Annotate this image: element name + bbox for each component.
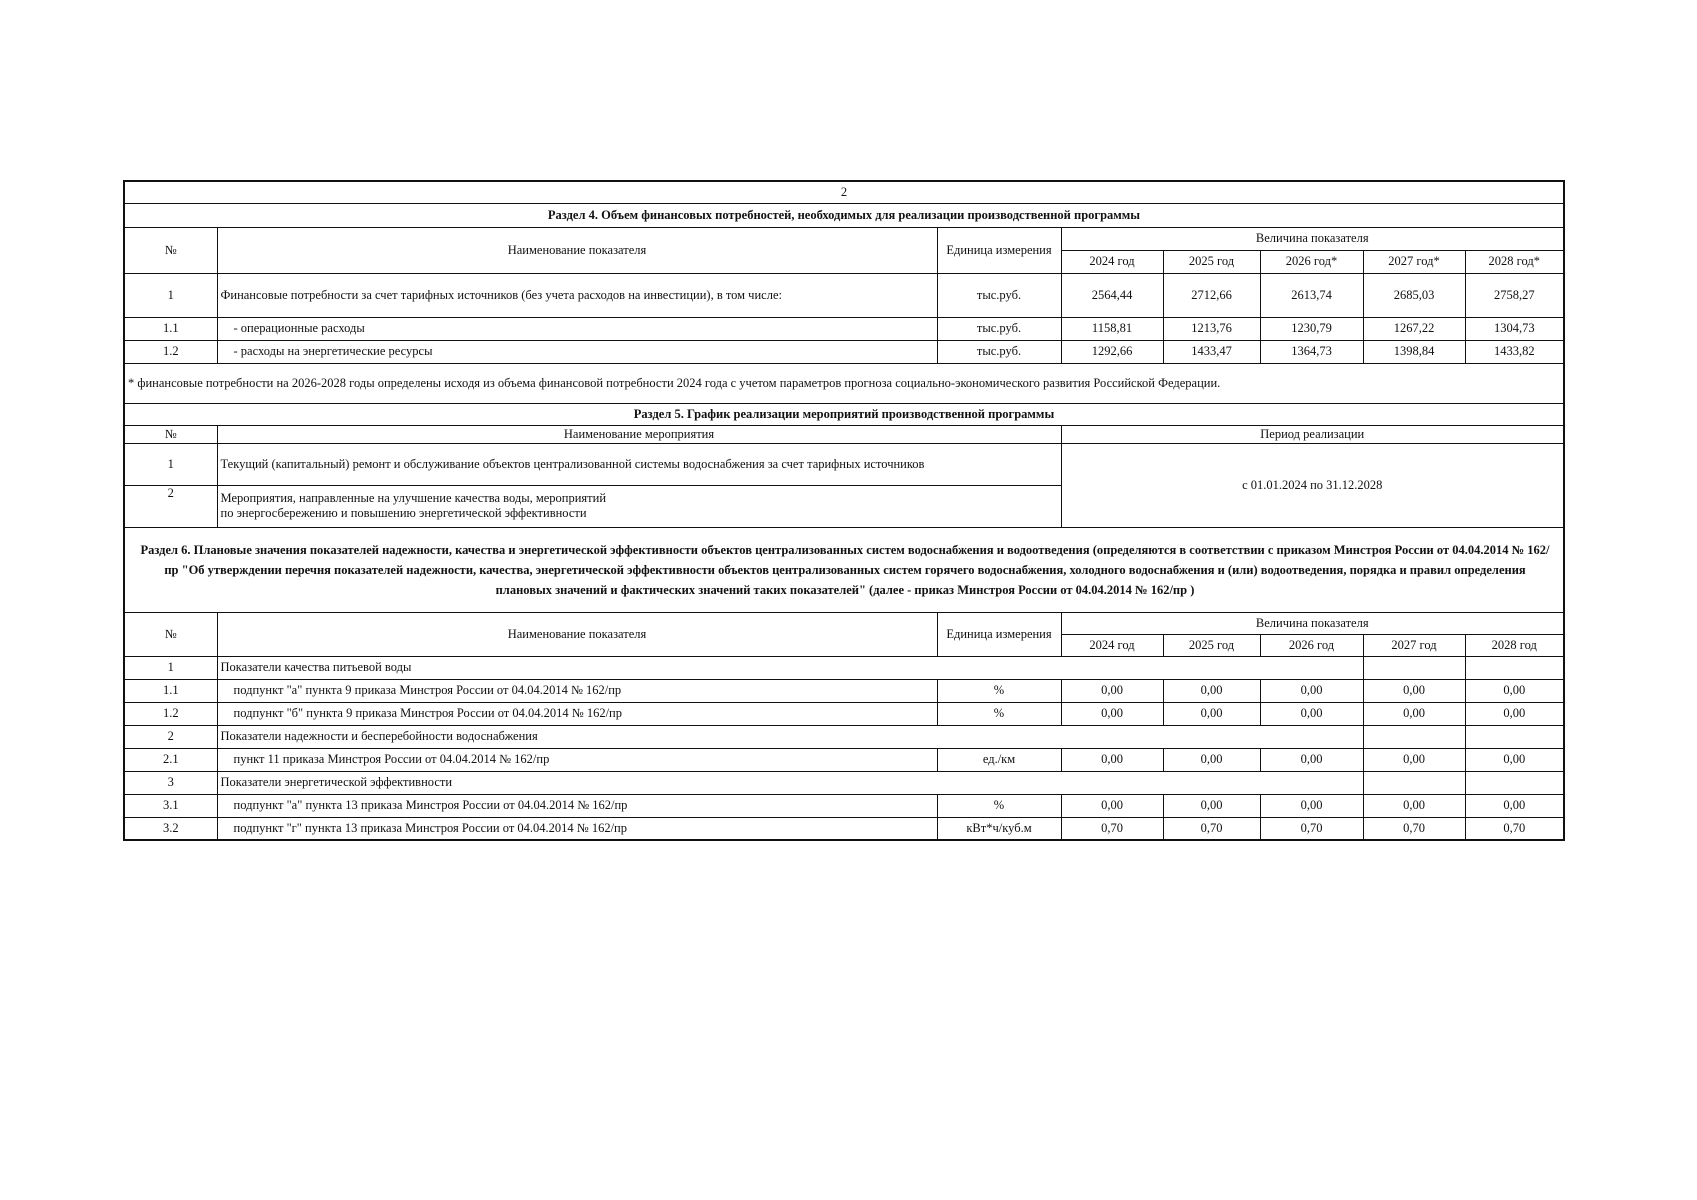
section5-col-no: №: [124, 425, 217, 443]
section5-period: с 01.01.2024 по 31.12.2028: [1061, 443, 1564, 527]
row-value: 0,00: [1260, 794, 1363, 817]
document-sheet: [123, 180, 1563, 841]
group-row: [124, 771, 1564, 794]
row-unit: %: [937, 702, 1061, 725]
row-value: 1398,84: [1363, 340, 1465, 363]
row-no: 2: [124, 485, 217, 527]
group-no: 3: [124, 771, 217, 794]
row-value: 0,00: [1465, 679, 1564, 702]
section6-year: 2028 год: [1465, 634, 1564, 656]
row-name: подпункт "а" пункта 13 приказа Минстроя России от 04.04.2014 № 162/пр: [217, 794, 937, 817]
section4-year: 2025 год: [1163, 250, 1260, 273]
section6-year: 2025 год: [1163, 634, 1260, 656]
row-value: 1364,73: [1260, 340, 1363, 363]
row-value: 0,70: [1061, 817, 1163, 840]
row-value: 0,00: [1163, 748, 1260, 771]
row-unit: тыс.руб.: [937, 317, 1061, 340]
section4-title: Раздел 4. Объем финансовых потребностей, необходимых для реализации производственной программы: [124, 203, 1564, 227]
row-value: 1158,81: [1061, 317, 1163, 340]
row-value: 0,00: [1163, 702, 1260, 725]
row-unit: %: [937, 679, 1061, 702]
row-unit: тыс.руб.: [937, 340, 1061, 363]
row-name: пункт 11 приказа Минстроя России от 04.04.2014 № 162/пр: [217, 748, 937, 771]
group-no: 1: [124, 656, 217, 679]
row-name: [217, 485, 1061, 527]
section4-col-unit: Единица измерения: [937, 227, 1061, 273]
row-value: 0,00: [1061, 679, 1163, 702]
section6-col-no: №: [124, 612, 217, 656]
section4-col-name: Наименование показателя: [217, 227, 937, 273]
group-name: Показатели надежности и бесперебойности водоснабжения: [217, 725, 1363, 748]
table-row: [124, 748, 1564, 771]
row-value: 0,00: [1260, 679, 1363, 702]
table-row: [124, 317, 1564, 340]
row-value: 0,70: [1163, 817, 1260, 840]
section6-col-value: Величина показателя: [1061, 612, 1564, 634]
group-name: Показатели энергетической эффективности: [217, 771, 1363, 794]
row-value: 0,70: [1363, 817, 1465, 840]
row-value: 2685,03: [1363, 273, 1465, 317]
group-name: Показатели качества питьевой воды: [217, 656, 1363, 679]
row-name-line: Мероприятия, направленные на улучшение качества воды, мероприятий: [220, 491, 607, 505]
section4-year: 2027 год*: [1363, 250, 1465, 273]
row-value: 2712,66: [1163, 273, 1260, 317]
group-row: [124, 725, 1564, 748]
row-value: 1433,82: [1465, 340, 1564, 363]
section6-year: 2024 год: [1061, 634, 1163, 656]
row-value: 0,00: [1465, 748, 1564, 771]
row-value: 0,00: [1163, 794, 1260, 817]
row-name: подпункт "б" пункта 9 приказа Минстроя России от 04.04.2014 № 162/пр: [217, 702, 937, 725]
row-unit: тыс.руб.: [937, 273, 1061, 317]
row-value: 1304,73: [1465, 317, 1564, 340]
row-name-line: по энергосбережению и повышению энергетической эффективности: [220, 506, 587, 520]
row-no: 1.2: [124, 340, 217, 363]
row-unit: ед./км: [937, 748, 1061, 771]
row-value: 0,00: [1363, 679, 1465, 702]
section4-year: 2028 год*: [1465, 250, 1564, 273]
row-value: 0,70: [1260, 817, 1363, 840]
section6-year: 2026 год: [1260, 634, 1363, 656]
table-row: [124, 794, 1564, 817]
section6-year: 2027 год: [1363, 634, 1465, 656]
row-name: подпункт "г" пункта 13 приказа Минстроя России от 04.04.2014 № 162/пр: [217, 817, 937, 840]
row-value: 0,00: [1465, 702, 1564, 725]
section4-year: 2026 год*: [1260, 250, 1363, 273]
section5-title: Раздел 5. График реализации мероприятий производственной программы: [124, 403, 1564, 425]
section4-col-no: №: [124, 227, 217, 273]
row-value: 0,00: [1061, 702, 1163, 725]
row-value: 1267,22: [1363, 317, 1465, 340]
row-value: 0,00: [1061, 748, 1163, 771]
row-name: подпункт "а" пункта 9 приказа Минстроя России от 04.04.2014 № 162/пр: [217, 679, 937, 702]
row-no: 3.2: [124, 817, 217, 840]
row-name: - расходы на энергетические ресурсы: [217, 340, 937, 363]
row-no: 1: [124, 273, 217, 317]
row-value: 0,00: [1363, 794, 1465, 817]
row-no: 1.2: [124, 702, 217, 725]
section5-col-period: Период реализации: [1061, 425, 1564, 443]
row-unit: кВт*ч/куб.м: [937, 817, 1061, 840]
row-value: 1433,47: [1163, 340, 1260, 363]
section6-title: Раздел 6. Плановые значения показателей надежности, качества и энергетической эффективности объектов централизованных систем водоснабжения и водоотведения (определяются в соответствии с приказом Минстроя России от 04.04.2014 № 162/пр "Об утверждении перечня показателей надежности, качества, энергетической эффективности объектов централизованных систем горячего водоснабжения, холодного водоснабжения и (или) водоотведения, порядка и правил определения плановых значений и фактических значений таких показателей" (далее - приказ Минстроя России от 04.04.2014 № 162/пр ): [124, 527, 1564, 612]
table-row: [124, 443, 1564, 485]
row-name: Финансовые потребности за счет тарифных источников (без учета расходов на инвестиции), в том числе:: [217, 273, 937, 317]
page-number: 2: [124, 181, 1564, 203]
section5-col-name: Наименование мероприятия: [217, 425, 1061, 443]
row-no: 1.1: [124, 317, 217, 340]
table-row: [124, 679, 1564, 702]
row-name: - операционные расходы: [217, 317, 937, 340]
row-value: 0,00: [1260, 702, 1363, 725]
row-no: 1: [124, 443, 217, 485]
section4-year: 2024 год: [1061, 250, 1163, 273]
row-value: 0,00: [1260, 748, 1363, 771]
row-no: 1.1: [124, 679, 217, 702]
table-row: [124, 702, 1564, 725]
row-value: 1230,79: [1260, 317, 1363, 340]
row-value: 0,00: [1061, 794, 1163, 817]
row-value: 2564,44: [1061, 273, 1163, 317]
row-value: 2613,74: [1260, 273, 1363, 317]
row-value: 0,00: [1363, 702, 1465, 725]
section6-col-name: Наименование показателя: [217, 612, 937, 656]
row-value: 1213,76: [1163, 317, 1260, 340]
row-value: 0,70: [1465, 817, 1564, 840]
row-value: 0,00: [1363, 748, 1465, 771]
row-value: 2758,27: [1465, 273, 1564, 317]
table-row: [124, 340, 1564, 363]
row-value: 0,00: [1163, 679, 1260, 702]
row-value: 0,00: [1465, 794, 1564, 817]
row-value: 1292,66: [1061, 340, 1163, 363]
group-row: [124, 656, 1564, 679]
production-program-table: [123, 180, 1565, 841]
table-row: [124, 817, 1564, 840]
section4-footnote: * финансовые потребности на 2026-2028 годы определены исходя из объема финансовой потребности 2024 года с учетом параметров прогноза социально-экономического развития Российской Федерации.: [124, 363, 1564, 403]
row-no: 3.1: [124, 794, 217, 817]
table-row: [124, 273, 1564, 317]
row-no: 2.1: [124, 748, 217, 771]
section4-col-value: Величина показателя: [1061, 227, 1564, 250]
row-name: Текущий (капитальный) ремонт и обслуживание объектов централизованной системы водоснабжения за счет тарифных источников: [217, 443, 1061, 485]
group-no: 2: [124, 725, 217, 748]
row-unit: %: [937, 794, 1061, 817]
section6-col-unit: Единица измерения: [937, 612, 1061, 656]
